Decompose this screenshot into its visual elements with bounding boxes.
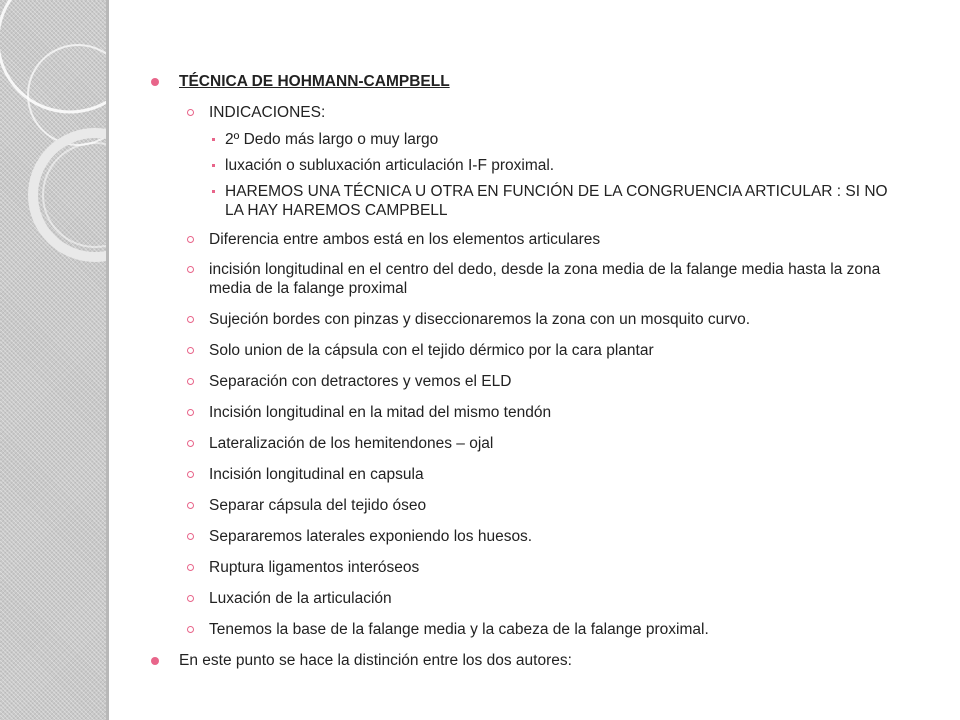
step-item (148, 403, 908, 422)
step-text: Solo union de la cápsula con el tejido dérmico por la cara plantar (209, 342, 654, 359)
bullet-icon (212, 138, 215, 141)
bullet-icon (187, 378, 194, 385)
step-text: Luxación de la articulación (209, 590, 392, 607)
bullet-icon (187, 471, 194, 478)
indication-item (148, 182, 908, 220)
bullet-icon (151, 78, 159, 86)
step-text: Separar cápsula del tejido óseo (209, 497, 427, 514)
bullet-icon (187, 626, 194, 633)
bullet-icon (151, 657, 159, 665)
indication-item (148, 156, 908, 175)
step-text: Separaremos laterales exponiendo los huesos. (209, 528, 533, 545)
slide-content (148, 60, 908, 670)
deco-circle-large (0, 0, 106, 112)
bullet-icon (187, 316, 194, 323)
step-text: Separación con detractores y vemos el ELD (209, 373, 512, 390)
step-item (148, 434, 908, 453)
deco-circle-inner (43, 143, 106, 247)
step-text: Diferencia entre ambos está en los elementos articulares (209, 231, 601, 248)
step-text: Ruptura ligamentos interóseos (209, 559, 420, 576)
step-item (148, 589, 908, 608)
decorative-side-panel (0, 0, 109, 720)
bullet-icon (187, 409, 194, 416)
bullet-icon (187, 595, 194, 602)
bullet-icon (187, 347, 194, 354)
step-item (148, 230, 908, 249)
bullet-icon (187, 502, 194, 509)
step-text: Incisión longitudinal en la mitad del mismo tendón (209, 404, 552, 421)
step-text: Lateralización de los hemitendones – ojal (209, 435, 494, 452)
indications-label: INDICACIONES: (209, 104, 326, 121)
step-item (148, 465, 908, 484)
slide-heading: TÉCNICA DE HOHMANN-CAMPBELL (179, 73, 450, 90)
bullet-icon (187, 109, 194, 116)
bullet-icon (212, 164, 215, 167)
indications-label-item (148, 103, 908, 122)
heading-item (148, 72, 908, 91)
step-text: Tenemos la base de la falange media y la cabeza de la falange proximal. (209, 621, 709, 638)
step-text: incisión longitudinal en el centro del dedo, desde la zona media de la falange media hasta la zona media de la falange proximal (209, 261, 881, 297)
bullet-icon (187, 236, 194, 243)
bullet-icon (187, 266, 194, 273)
indication-item (148, 130, 908, 149)
indication-text: luxación o subluxación articulación I-F proximal. (225, 157, 555, 174)
indication-text: HAREMOS UNA TÉCNICA U OTRA EN FUNCIÓN DE LA CONGRUENCIA ARTICULAR : SI NO LA HAY HAREMOS CAMPBELL (225, 183, 888, 219)
step-item (148, 310, 908, 329)
closing-text: En este punto se hace la distinción entre los dos autores: (179, 652, 572, 669)
step-item (148, 372, 908, 391)
step-item (148, 527, 908, 546)
step-text: Sujeción bordes con pinzas y diseccionaremos la zona con un mosquito curvo. (209, 311, 751, 328)
closing-item (148, 651, 908, 670)
step-item (148, 260, 908, 298)
bullet-icon (187, 440, 194, 447)
step-item (148, 558, 908, 577)
bullet-icon (212, 190, 215, 193)
bullet-icon (187, 564, 194, 571)
indication-text: 2º Dedo más largo o muy largo (225, 131, 439, 148)
step-text: Incisión longitudinal en capsula (209, 466, 424, 483)
decorative-circles (0, 0, 106, 720)
step-item (148, 496, 908, 515)
step-item (148, 620, 908, 639)
step-item (148, 341, 908, 360)
bullet-icon (187, 533, 194, 540)
